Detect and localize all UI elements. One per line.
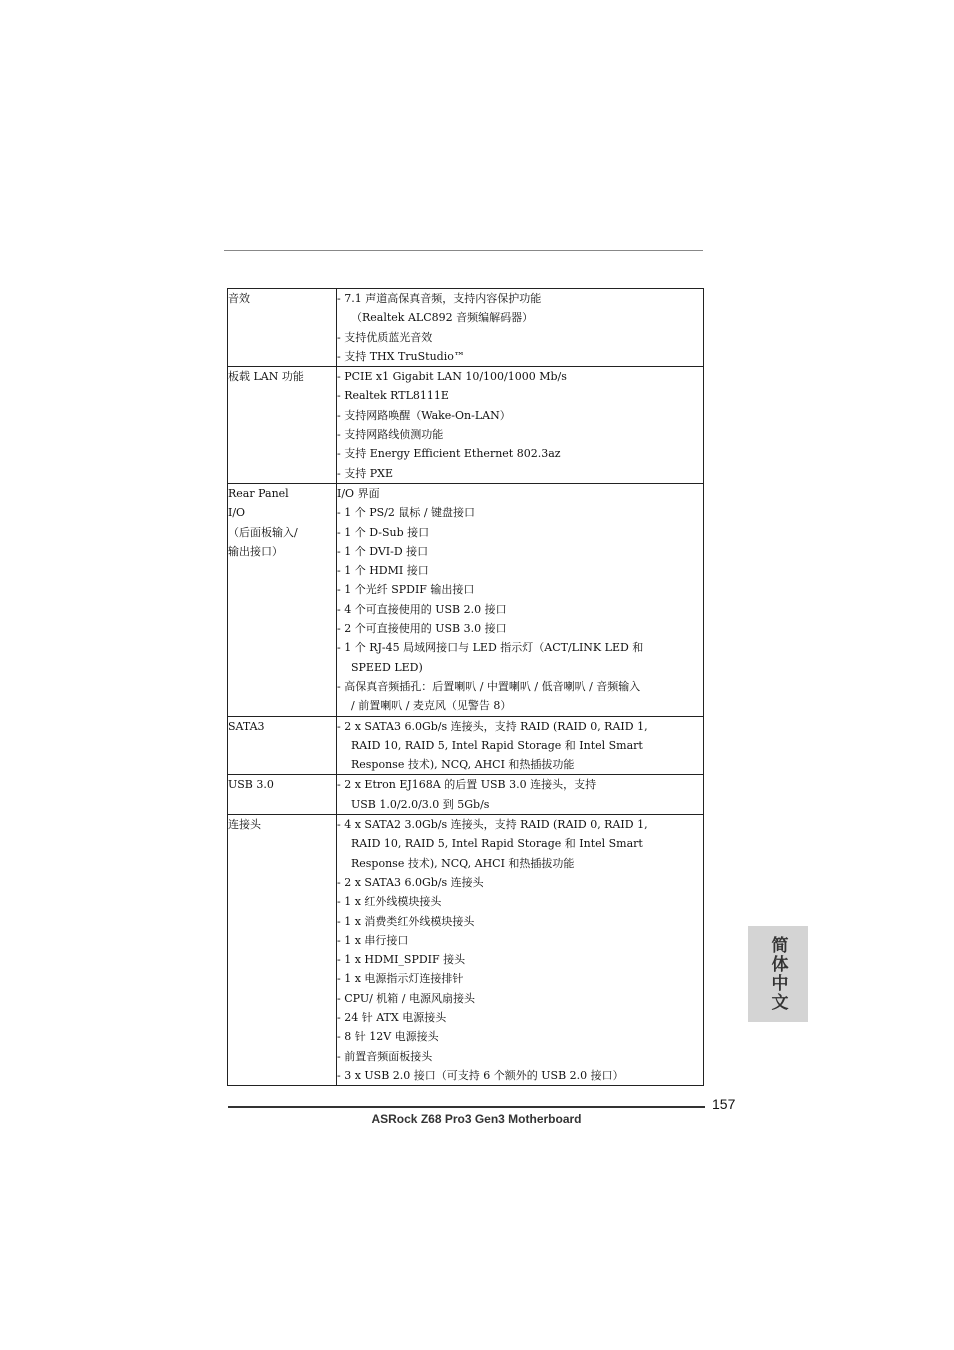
- spec-category: [228, 367, 337, 484]
- top-divider: [224, 250, 703, 251]
- spec-item: - 3 x USB 2.0 接口（可支持 6 个额外的 USB 2.0 接口）: [337, 1068, 624, 1082]
- category-line: 连接头: [228, 818, 261, 832]
- spec-item: - 2 个可直接使用的 USB 3.0 接口: [337, 622, 507, 636]
- spec-item: - PCIE x1 Gigabit LAN 10/100/1000 Mb/s: [337, 370, 567, 384]
- spec-category: [228, 483, 337, 716]
- spec-details: [337, 367, 704, 484]
- spec-item: - 1 x 红外线模块接头: [337, 895, 442, 909]
- spec-item: - 2 x SATA3 6.0Gb/s 连接头，支持 RAID (RAID 0, RAID 1,: [337, 719, 648, 733]
- spec-category: [228, 716, 337, 775]
- spec-details: [337, 775, 704, 815]
- spec-row: [228, 716, 704, 775]
- spec-item: - 7.1 声道高保真音频，支持内容保护功能: [337, 292, 542, 305]
- spec-item: - 1 x HDMI_SPDIF 接头: [337, 953, 466, 967]
- spec-item: - 支持 THX TruStudio™: [337, 349, 465, 363]
- spec-item: SPEED LED): [351, 660, 423, 674]
- footer-title: ASRock Z68 Pro3 Gen3 Motherboard: [371, 1112, 582, 1126]
- spec-item: RAID 10, RAID 5, Intel Rapid Storage 和 Intel Smart: [351, 738, 643, 752]
- category-line: 板载 LAN 功能: [228, 370, 304, 384]
- category-line: Rear Panel: [228, 486, 289, 500]
- language-tab: [748, 926, 808, 1022]
- spec-item: Response 技术), NCQ, AHCI 和热插拔功能: [351, 758, 575, 772]
- spec-details: [337, 815, 704, 1086]
- spec-item: - 1 个 HDMI 接口: [337, 564, 429, 578]
- spec-item: - CPU/ 机箱 / 电源风扇接头: [337, 991, 476, 1005]
- spec-category: [228, 815, 337, 1086]
- spec-item: - 1 x 电源指示灯连接排针: [337, 972, 464, 986]
- spec-item: - 4 个可直接使用的 USB 2.0 接口: [337, 602, 507, 616]
- spec-item: I/O 界面: [337, 486, 380, 500]
- spec-category: [228, 775, 337, 815]
- spec-item: - 1 个 D-Sub 接口: [337, 525, 430, 539]
- language-tab-label: 简体中文: [767, 936, 788, 1012]
- spec-item: Response 技术), NCQ, AHCI 和热插拔功能: [351, 856, 575, 870]
- spec-item: - 支持优质蓝光音效: [337, 330, 433, 344]
- page-number: 157: [712, 1096, 736, 1112]
- spec-item: - 1 x 串行接口: [337, 933, 409, 947]
- spec-item: - Realtek RTL8111E: [337, 389, 449, 403]
- spec-item: - 2 x SATA3 6.0Gb/s 连接头: [337, 875, 484, 889]
- category-line: 输出接口）: [228, 544, 283, 558]
- footer-divider: [228, 1106, 705, 1108]
- spec-item: - 高保真音频插孔：后置喇叭 / 中置喇叭 / 低音喇叭 / 音频输入: [337, 679, 641, 693]
- spec-item: - 前置音频面板接头: [337, 1049, 433, 1063]
- spec-row: [228, 289, 704, 367]
- spec-row: [228, 367, 704, 484]
- spec-item: - 支持 PXE: [337, 466, 393, 480]
- spec-item: - 4 x SATA2 3.0Gb/s 连接头，支持 RAID (RAID 0, RAID 1,: [337, 818, 648, 832]
- spec-item: - 1 个光纤 SPDIF 输出接口: [337, 583, 475, 597]
- spec-row: [228, 815, 704, 1086]
- spec-category: [228, 289, 337, 367]
- category-line: 音效: [228, 292, 250, 305]
- spec-details: [337, 289, 704, 367]
- spec-item: （Realtek ALC892 音频编解码器）: [351, 311, 534, 325]
- spec-item: - 1 个 DVI-D 接口: [337, 544, 429, 558]
- spec-item: RAID 10, RAID 5, Intel Rapid Storage 和 Intel Smart: [351, 837, 643, 851]
- spec-item: - 支持网路线侦测功能: [337, 428, 444, 442]
- category-line: SATA3: [228, 719, 265, 733]
- spec-item: / 前置喇叭 / 麦克风（见警告 8）: [351, 699, 512, 713]
- spec-item: - 24 针 ATX 电源接头: [337, 1010, 447, 1024]
- spec-item: - 支持网路唤醒（Wake-On-LAN）: [337, 408, 511, 422]
- spec-item: - 2 x Etron EJ168A 的后置 USB 3.0 连接头，支持: [337, 778, 597, 792]
- spec-item: - 1 x 消费类红外线模块接头: [337, 914, 475, 928]
- spec-item: - 支持 Energy Efficient Ethernet 802.3az: [337, 447, 561, 461]
- category-line: USB 3.0: [228, 778, 274, 792]
- spec-row: [228, 775, 704, 815]
- spec-item: USB 1.0/2.0/3.0 到 5Gb/s: [351, 797, 490, 811]
- spec-item: - 1 个 PS/2 鼠标 / 键盘接口: [337, 506, 476, 520]
- spec-details: [337, 483, 704, 716]
- spec-row: [228, 483, 704, 716]
- spec-item: - 1 个 RJ-45 局域网接口与 LED 指示灯（ACT/LINK LED 和: [337, 641, 644, 655]
- spec-details: [337, 716, 704, 775]
- category-line: I/O: [228, 506, 246, 520]
- spec-item: - 8 针 12V 电源接头: [337, 1030, 439, 1044]
- category-line: （后面板输入/: [228, 525, 298, 539]
- spec-table: [227, 288, 704, 1086]
